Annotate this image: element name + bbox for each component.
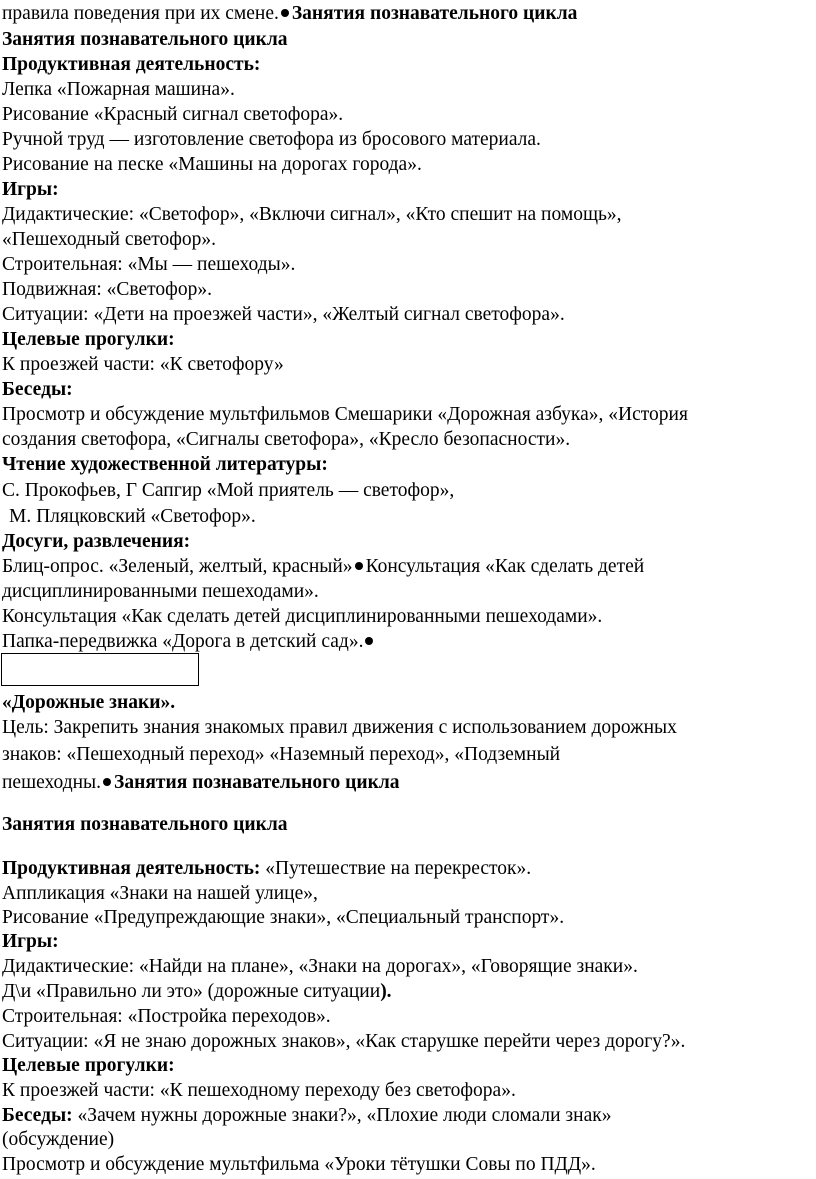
text-line: «Пешеходный светофор». — [2, 229, 217, 250]
text-line: дисциплинированными пешеходами». — [2, 581, 319, 602]
text-line: Рисование «Красный сигнал светофора». — [2, 104, 344, 125]
text-line: Блиц-опрос. «Зеленый, желтый, красный» Консультация «Как сделать детей — [2, 556, 645, 577]
text-line: Лепка «Пожарная машина». — [2, 79, 235, 100]
bullet-icon — [103, 778, 111, 786]
section-heading: Игры: — [2, 931, 59, 952]
text-line: Продуктивная деятельность: «Путешествие на перекресток». — [2, 858, 532, 879]
section-heading: Занятия познавательного цикла — [2, 814, 288, 835]
text-line: Подвижная: «Светофор». — [2, 279, 212, 300]
text-line: правила поведения при их смене. Занятия познавательного цикла — [2, 3, 578, 24]
empty-text-box — [1, 653, 199, 686]
text-line: знаков: «Пешеходный переход» «Наземный переход», «Подземный — [2, 744, 561, 765]
section-heading: Досуги, развлечения: — [2, 531, 191, 552]
text-line: Цель: Закрепить знания знакомых правил движения с использованием дорожных — [2, 717, 677, 738]
section-heading: Занятия познавательного цикла — [2, 29, 288, 50]
text-line: К проезжей части: «К светофору» — [2, 354, 284, 375]
bullet-icon — [281, 9, 289, 17]
section-heading: Чтение художественной литературы: — [2, 454, 328, 475]
text-line: Папка-передвижка «Дорога в детский сад». — [2, 630, 376, 654]
section-heading: Целевые прогулки: — [2, 1055, 175, 1076]
bullet-icon — [355, 562, 363, 570]
text-line: Просмотр и обсуждение мультфильмов Смешарики «Дорожная азбука», «История — [2, 404, 688, 425]
text-line: пешеходны. Занятия познавательного цикла — [2, 772, 400, 793]
text-line: Д\и «Правильно ли это» (дорожные ситуации). — [2, 981, 392, 1002]
section-heading: «Дорожные знаки». — [2, 692, 176, 713]
text-line: Ситуации: «Дети на проезжей части», «Желтый сигнал светофора». — [2, 304, 565, 325]
text-line: Рисование «Предупреждающие знаки», «Специальный транспорт». — [2, 907, 565, 928]
text-line: Рисование на песке «Машины на дорогах города». — [2, 154, 422, 175]
section-heading: Целевые прогулки: — [2, 329, 175, 350]
text-line: Строительная: «Мы — пешеходы». — [2, 254, 296, 275]
bullet-icon — [365, 637, 373, 645]
section-heading: Продуктивная деятельность: — [2, 54, 261, 75]
text-line: Аппликация «Знаки на нашей улице», — [2, 883, 318, 904]
text-line: Строительная: «Постройка переходов». — [2, 1006, 331, 1027]
text-line: Ситуации: «Я не знаю дорожных знаков», «Как старушке перейти через дорогу?». — [2, 1031, 686, 1052]
text-line: создания светофора, «Сигналы светофора», «Кресло безопасности». — [2, 429, 571, 450]
text-line: Дидактические: «Найди на плане», «Знаки на дорогах», «Говорящие знаки». — [2, 956, 638, 977]
text-line: Ручной труд — изготовление светофора из бросового материала. — [2, 129, 541, 150]
text-line: М. Пляцковский «Светофор». — [9, 506, 256, 527]
section-heading: Беседы: — [2, 379, 73, 400]
text-line: С. Прокофьев, Г Сапгир «Мой приятель — светофор», — [2, 480, 455, 501]
text-line: (обсуждение) — [2, 1129, 115, 1150]
text-line: К проезжей части: «К пешеходному переходу без светофора». — [2, 1080, 516, 1101]
text-line: Беседы: «Зачем нужны дорожные знаки?», «Плохие люди сломали знак» — [2, 1105, 612, 1126]
text-line: Просмотр и обсуждение мультфильма «Уроки тётушки Совы по ПДД». — [2, 1154, 596, 1175]
text-line: Дидактические: «Светофор», «Включи сигнал», «Кто спешит на помощь», — [2, 204, 622, 225]
text-line: Консультация «Как сделать детей дисциплинированными пешеходами». — [2, 606, 603, 627]
section-heading: Игры: — [2, 179, 59, 200]
